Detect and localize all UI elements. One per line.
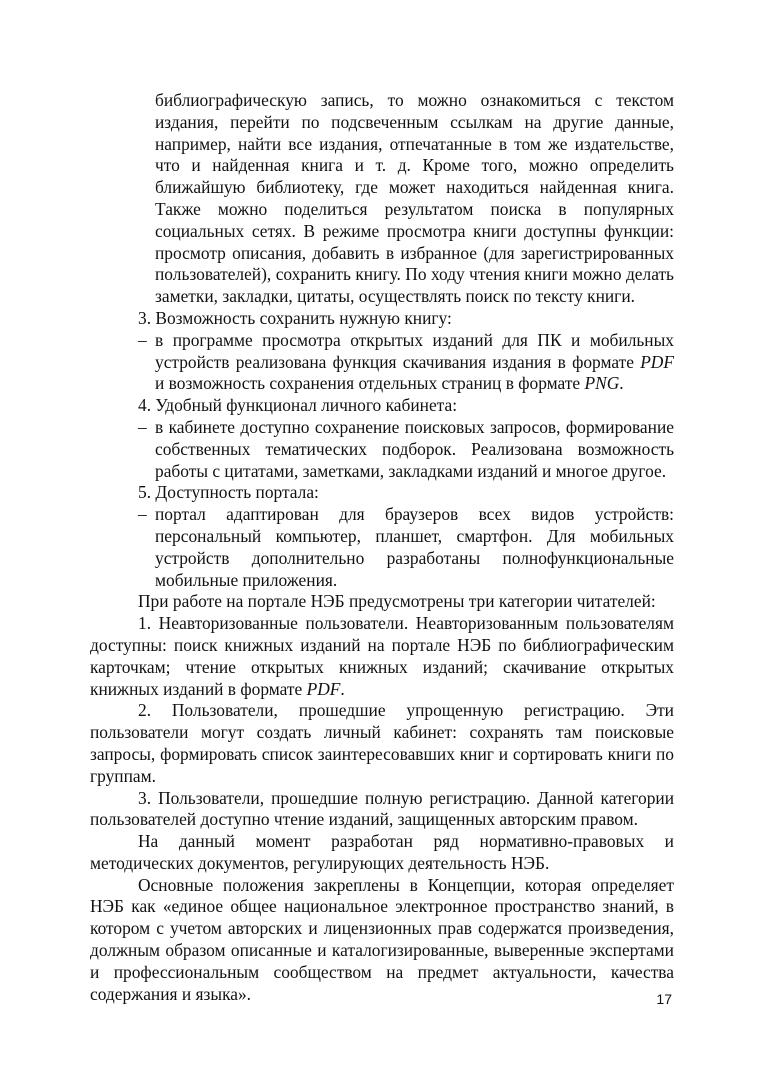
category-1: 1. Неавторизованные пользователи. Неавторизованным пользователям доступны: поиск книжных изданий на портале НЭБ по библиографическим карточкам; чтение открытых книжных изданий; скачивание открытых книжных изданий в формате PDF. bbox=[90, 613, 674, 699]
category-3: 3. Пользователи, прошедшие полную регистрацию. Данной категории пользователей доступно чтение изданий, защищенных авторским правом. bbox=[90, 787, 674, 830]
category-2: 2. Пользователи, прошедшие упрощенную регистрацию. Эти пользователи могут создать личный кабинет: сохранять там поисковые запросы, формировать список заинтересовавших книг и сортировать книги по группам. bbox=[90, 700, 674, 786]
dash-mark: – bbox=[138, 416, 147, 437]
categories-intro: При работе на портале НЭБ предусмотрены три категории читателей: bbox=[138, 591, 656, 612]
list-item-4: 4. Удобный функционал личного кабинета: bbox=[138, 395, 458, 416]
documents-paragraph: На данный момент разработан ряд нормативно-правовых и методических документов, регулирующих деятельность НЭБ. bbox=[90, 831, 674, 873]
concept-paragraph: Основные положения закреплены в Концепции, которая определяет НЭБ как «единое общее национальное электронное пространство знаний, в котором с учетом авторских и лицензионных прав содержатся произведения, должным образом описанные и каталогизированные, выверенные экспертами и профессиональным сообществом на предмет актуальности, качества содержания и языка». bbox=[90, 874, 674, 1004]
page-number: 17 bbox=[656, 991, 672, 1007]
paragraph-continuation: библиографическую запись, то можно ознакомиться с текстом издания, перейти по подсвеченным ссылкам на другие данные, например, найти все издания, отпечатанные в том же издательстве, что и найденная книга и т. д. Кроме того, можно определить ближайшую библиотеку, где может находиться найденная книга. Также можно поделиться результатом поиска в популярных социальных сетях. В режиме просмотра книги доступны функции: просмотр описания, добавить в избранное (для зарегистрированных пользователей), сохранить книгу. По ходу чтения книги можно делать заметки, закладки, цитаты, осуществлять поиск по тексту книги. bbox=[155, 90, 674, 307]
list-item-5: 5. Доступность портала: bbox=[138, 482, 319, 503]
dash-item-4: – в кабинете доступно сохранение поисковых запросов, формирование собственных тематических подборок. Реализована возможность работы с цитатами, заметками, закладками изданий и многое другое. bbox=[138, 416, 674, 481]
list-item-3: 3. Возможность сохранить нужную книгу: bbox=[138, 307, 452, 328]
dash-item-3: – в программе просмотра открытых изданий для ПК и мобильных устройств реализована функция скачивания издания в формате PDF и возможность сохранения отдельных страниц в формате PNG. bbox=[138, 329, 674, 394]
body-text bbox=[90, 90, 674, 1005]
dash-mark: – bbox=[138, 504, 147, 525]
dash-mark: – bbox=[138, 329, 147, 350]
dash-item-5: – портал адаптирован для браузеров всех видов устройств: персональный компьютер, планшет, смартфон. Для мобильных устройств дополнительно разработаны полнофункциональные мобильные приложения. bbox=[138, 504, 674, 590]
